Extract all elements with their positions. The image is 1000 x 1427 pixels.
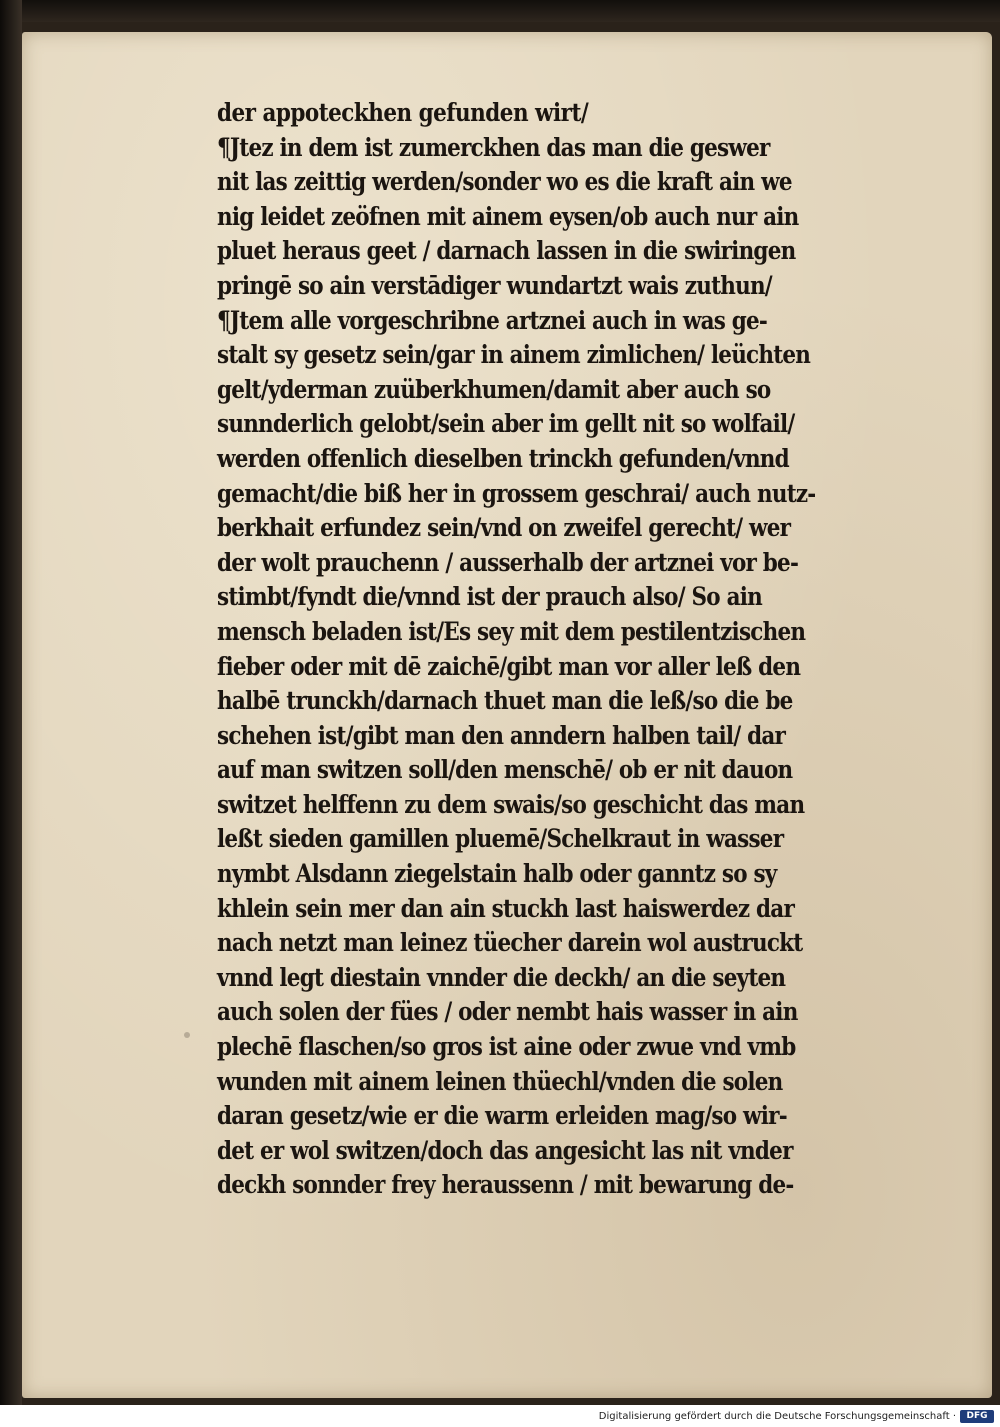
text-line: daran gesetz/wie er die warm erleiden mag/so wir- [217,1101,787,1131]
text-line: mensch beladen ist/Es sey mit dem pestilentzischen [217,616,806,646]
text-line: gelt/yderman zuüberkhumen/damit aber auch so [217,374,771,404]
funding-credit: Digitalisierung gefördert durch die Deutsche Forschungsgemeinschaft · [598,1411,956,1422]
text-line: vnnd legt diestain vnnder die deckh/ an die seyten [217,962,786,992]
text-line: werden offenlich dieselben trinckh gefunden/vnnd [217,443,789,473]
dfg-logo[interactable]: DFG [960,1410,994,1423]
text-line: pluet heraus geet / darnach lassen in die swiringen [217,236,796,266]
text-line: stalt sy gesetz sein/gar in ainem zimlichen/ leüchten [217,340,811,370]
text-line: det er wol switzen/doch das angesicht las nit vnder [217,1135,793,1165]
text-line: berkhait erfundez sein/vnd on zweifel gerecht/ wer [217,513,791,543]
text-line: nymbt Alsdann ziegelstain halb oder ganntz so sy [217,859,777,889]
text-line: ¶Jtez in dem ist zumerckhen das man die geswer [217,132,770,162]
text-line: ¶Jtem alle vorgeschribne artznei auch in was ge- [217,305,768,335]
text-line: khlein sein mer dan ain stuckh last haiswerdez dar [217,893,795,923]
text-line: nit las zeittig werden/sonder wo es die kraft ain we [217,167,792,197]
text-line: auch solen der fües / oder nembt hais wasser in ain [217,997,798,1027]
book-spine-shadow [0,0,22,1405]
text-line: der appoteckhen gefunden wirt/ [217,98,589,127]
text-line: nach netzt man leinez tüecher darein wol austruckt [217,928,803,958]
scan-top-edge [0,0,1000,22]
text-line: gemacht/die biß her in grossem geschrai/ auch nutz- [217,478,816,508]
text-line: plechē flaschen/so gros ist aine oder zwue vnd vmb [217,1032,796,1062]
text-line: der wolt prauchenn / ausserhalb der artznei vor be- [217,547,799,577]
text-line: halbē trunckh/darnach thuet man die leß/so die be [217,686,793,716]
text-line: sunnderlich gelobt/sein aber im gellt nit so wolfail/ [217,409,795,439]
text-line: schehen ist/gibt man den anndern halben tail/ dar [217,720,786,750]
text-line: deckh sonnder frey heraussenn / mit bewarung de- [217,1170,794,1200]
margin-dot-mark [184,1032,190,1038]
page-text-block [217,96,905,1203]
text-line: leßt sieden gamillen pluemē/Schelkraut in wasser [217,824,784,854]
text-line: fieber oder mit dē zaichē/gibt man vor aller leß den [217,651,801,681]
text-line: switzet helffenn zu dem swais/so geschicht das man [217,789,805,819]
text-line: wunden mit ainem leinen thüechl/vnden die solen [217,1066,783,1096]
text-line: pringē so ain verstādiger wundartzt wais zuthun/ [217,270,772,300]
text-line: nig leidet zeöfnen mit ainem eysen/ob auch nur ain [217,201,799,231]
text-line: stimbt/fyndt die/vnnd ist der prauch also/ So ain [217,582,762,612]
text-line: auf man switzen soll/den menschē/ ob er nit dauon [217,755,793,785]
